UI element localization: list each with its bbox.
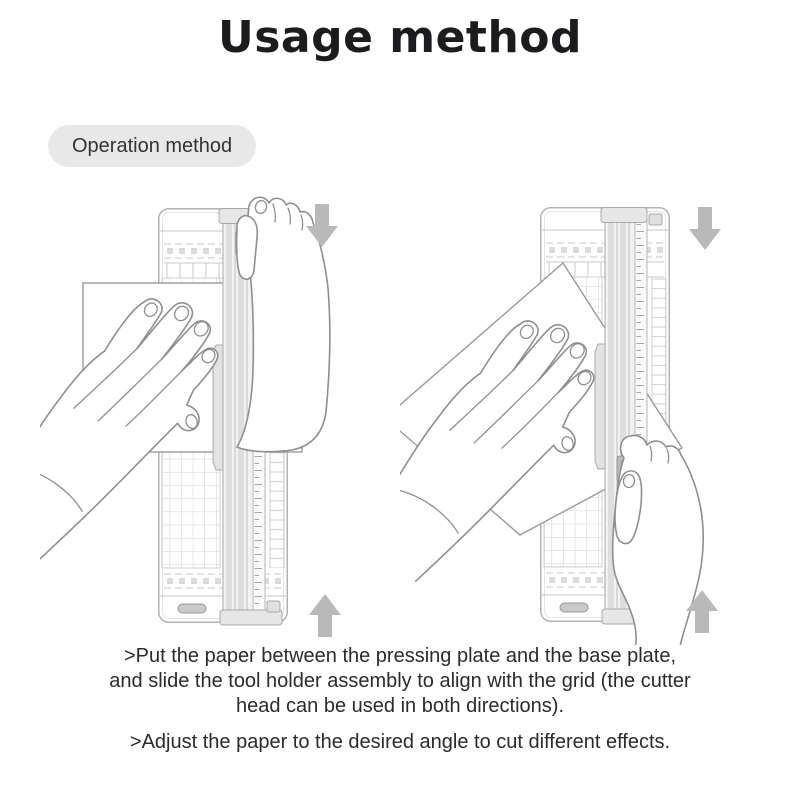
arrow-up-icon bbox=[309, 594, 341, 637]
illustration-row bbox=[40, 190, 760, 645]
instruction-step-2: >Adjust the paper to the desired angle to cut different effects. bbox=[129, 730, 671, 753]
instruction-text-block bbox=[0, 644, 800, 765]
figure-straight-cut bbox=[40, 190, 380, 645]
thumb bbox=[237, 216, 258, 279]
instruction-step-1: >Put the paper between the pressing plate and the base plate, and slide the tool holder assembly to align with the grid (the cutter head can be used in both directions). bbox=[109, 645, 691, 718]
section-badge: Operation method bbox=[48, 125, 256, 167]
figure-angled-cut bbox=[400, 190, 740, 645]
arrow-down-icon bbox=[689, 207, 721, 250]
page-title: Usage method bbox=[217, 12, 583, 63]
